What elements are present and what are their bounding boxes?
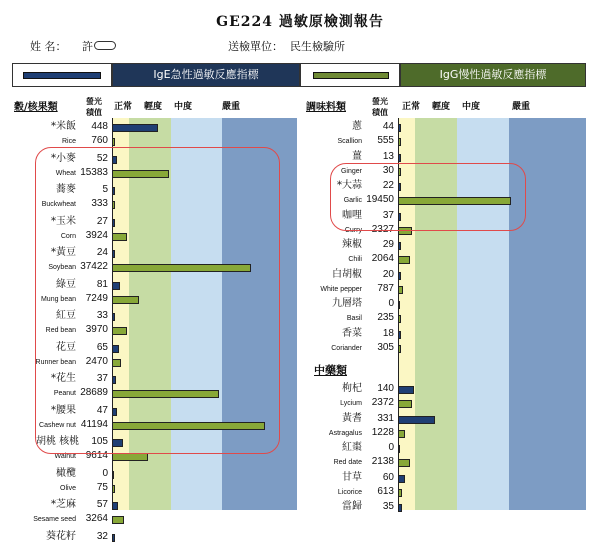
ige-bar — [112, 471, 114, 479]
igg-value: 3924 — [85, 229, 108, 241]
allergen-english-name: Ginger — [340, 167, 362, 175]
ige-value: 331 — [377, 412, 394, 424]
igg-value: 2064 — [371, 253, 394, 264]
igg-bar — [398, 345, 401, 353]
right-level-moderate: 中度 — [462, 102, 481, 112]
ige-value: 60 — [382, 471, 394, 483]
igg-value: 2327 — [371, 223, 394, 235]
ige-value: 0 — [388, 298, 394, 309]
ige-legend — [112, 63, 300, 87]
igg-value: 1228 — [371, 426, 394, 438]
ige-bar — [398, 475, 405, 483]
herb-section-title: 中藥類 — [314, 364, 347, 377]
allergen-english-name: White pepper — [320, 285, 362, 293]
allergen-name: *米飯 — [51, 121, 76, 132]
allergen-name: *玉米 — [51, 215, 76, 227]
igg-bar — [112, 516, 124, 524]
allergen-name: 蕎麥 — [56, 184, 76, 195]
ige-bar — [398, 504, 402, 512]
allergen-name: *芝麻 — [51, 499, 76, 510]
patient-name-value: 許 — [82, 40, 93, 53]
ige-value: 57 — [96, 499, 108, 510]
igg-value: 760 — [91, 135, 108, 146]
ige-bar — [398, 242, 401, 250]
allergen-name: 當歸 — [342, 501, 362, 512]
ige-value: 29 — [382, 239, 394, 250]
left-level-severe: 嚴重 — [222, 102, 241, 112]
ige-value: 20 — [382, 268, 394, 280]
allergen-name: *黃豆 — [51, 247, 76, 258]
ige-value: 47 — [96, 404, 108, 416]
allergen-english-name: Scallion — [337, 138, 362, 145]
right-level-mild: 輕度 — [432, 102, 451, 112]
allergen-english-name: Peanut — [53, 390, 76, 397]
igg-value: 7249 — [85, 292, 108, 304]
allergen-name: 花豆 — [56, 341, 76, 353]
igg-value: 787 — [377, 282, 394, 294]
igg-bar — [112, 453, 148, 461]
ige-value: 44 — [382, 121, 394, 132]
left-level-moderate: 中度 — [174, 102, 193, 112]
allergen-english-name: Runner bean — [35, 358, 76, 366]
allergen-name: 紅豆 — [56, 310, 76, 321]
ige-legend-swatch-box — [12, 63, 112, 87]
allergen-english-name: Curry — [344, 226, 362, 234]
highlight-oval-right — [330, 163, 526, 231]
allergen-english-name: Lycium — [340, 400, 362, 407]
ige-bar — [112, 534, 115, 542]
igg-value: 3970 — [85, 324, 108, 335]
ige-bar — [398, 331, 401, 339]
allergen-name: *小麥 — [51, 152, 76, 164]
allergen-name: 蔥 — [352, 121, 362, 132]
igg-value: 9614 — [85, 450, 108, 461]
report-title: GE224 過敏原檢測報告 — [216, 14, 384, 30]
igg-value: 75 — [96, 481, 108, 493]
allergen-english-name: Wheat — [55, 169, 76, 177]
allergen-english-name: Rice — [61, 138, 76, 145]
allergen-name: 橄欖 — [56, 467, 76, 479]
allergen-english-name: Cashew nut — [39, 421, 76, 429]
ige-value: 37 — [96, 373, 108, 384]
igg-value: 235 — [377, 312, 394, 323]
allergen-english-name: Red date — [333, 459, 362, 466]
igg-value: 28689 — [80, 387, 108, 398]
igg-bar — [112, 485, 115, 493]
igg-value: 333 — [91, 198, 108, 209]
igg-value: 30 — [382, 164, 394, 176]
highlight-oval-left — [35, 147, 280, 454]
allergen-english-name: Coriander — [331, 344, 362, 352]
igg-bar — [398, 315, 401, 323]
igg-legend-label: IgG慢性過敏反應指標 — [439, 68, 547, 81]
igg-bar — [398, 286, 403, 294]
ige-value: 52 — [96, 152, 108, 164]
ige-value: 37 — [382, 209, 394, 221]
igg-bar — [398, 400, 412, 408]
ige-bar — [398, 416, 435, 424]
igg-value: 305 — [377, 341, 394, 353]
igg-value: 19450 — [366, 194, 394, 205]
igg-legend-swatch-box — [300, 63, 400, 87]
allergen-name: 胡桃 核桃 — [36, 436, 80, 447]
allergen-english-name: Sesame seed — [33, 516, 76, 523]
allergen-name: 白胡椒 — [332, 268, 362, 280]
ige-value: 27 — [96, 215, 108, 227]
igg-value: 2138 — [371, 456, 394, 467]
ige-bar — [398, 272, 401, 280]
right-level-severe: 嚴重 — [512, 102, 531, 112]
igg-legend-swatch — [313, 72, 389, 79]
ige-value: 13 — [382, 150, 394, 162]
ige-value: 0 — [388, 442, 394, 453]
igg-bar — [398, 459, 410, 467]
allergen-english-name: Mung bean — [40, 295, 76, 303]
allergen-name: 薑 — [352, 150, 362, 162]
allergen-name: 紅棗 — [342, 442, 362, 453]
left-category: 穀/核果類 — [14, 102, 58, 113]
allergen-english-name: Soybean — [48, 264, 76, 271]
right-value-header: 螢光積值 — [372, 96, 388, 117]
allergen-name: 甘草 — [342, 471, 362, 483]
ige-value: 33 — [96, 310, 108, 321]
igg-bar — [112, 138, 115, 146]
right-category: 調味料類 — [306, 102, 346, 113]
ige-value: 24 — [96, 247, 108, 258]
allergen-name: *大蒜 — [337, 180, 362, 191]
allergen-name: *腰果 — [51, 404, 76, 416]
name-redaction — [94, 41, 116, 50]
ige-value: 65 — [96, 341, 108, 353]
ige-value: 32 — [96, 530, 108, 542]
igg-value: 15383 — [80, 166, 108, 178]
allergen-name: 葵花籽 — [46, 530, 76, 542]
ige-bar — [398, 301, 400, 309]
allergen-english-name: Buckwheat — [41, 201, 76, 208]
ige-legend-swatch — [23, 72, 101, 79]
allergen-english-name: Corn — [60, 232, 76, 240]
left-value-header: 螢光積值 — [86, 96, 102, 117]
allergen-name: 枸杞 — [342, 383, 362, 394]
ige-bar — [112, 502, 118, 510]
allergen-name: 黃耆 — [342, 412, 362, 424]
agency-value: 民生檢驗所 — [290, 40, 345, 53]
allergen-english-name: Chili — [348, 256, 362, 263]
allergen-english-name: Astragalus — [328, 429, 362, 437]
left-level-mild: 輕度 — [144, 102, 163, 112]
allergen-name: 咖哩 — [342, 209, 362, 221]
allergen-english-name: Red bean — [45, 327, 76, 334]
ige-value: 5 — [102, 184, 108, 195]
ige-value: 105 — [91, 436, 108, 447]
ige-bar — [398, 386, 414, 394]
ige-bar — [398, 124, 401, 132]
allergen-english-name: Licorice — [337, 488, 362, 496]
allergen-english-name: Walnut — [54, 453, 76, 460]
igg-bar — [398, 138, 401, 146]
igg-value: 613 — [377, 485, 394, 497]
igg-value: 2372 — [371, 397, 394, 408]
igg-value: 3264 — [85, 513, 108, 524]
left-level-normal: 正常 — [114, 102, 133, 112]
allergen-name: 香菜 — [342, 327, 362, 339]
ige-value: 0 — [102, 467, 108, 479]
allergen-name: *花生 — [51, 373, 76, 384]
allergen-name: 綠豆 — [56, 278, 76, 290]
allergen-english-name: Garlic — [343, 197, 362, 204]
ige-value: 448 — [91, 121, 108, 132]
ige-value: 18 — [382, 327, 394, 339]
ige-value: 22 — [382, 180, 394, 191]
igg-value: 37422 — [80, 261, 108, 272]
igg-bar — [398, 256, 410, 264]
allergen-name: 九層塔 — [332, 298, 362, 309]
ige-value: 35 — [382, 501, 394, 512]
patient-name-label: 姓 名： — [30, 40, 67, 53]
allergen-english-name: Olive — [60, 484, 76, 492]
allergen-name: 辣椒 — [342, 239, 362, 250]
igg-legend — [400, 63, 586, 87]
igg-bar — [398, 430, 405, 438]
right-level-normal: 正常 — [402, 102, 421, 112]
allergen-english-name: Basil — [346, 315, 362, 322]
ige-value: 81 — [96, 278, 108, 290]
agency-label: 送檢單位： — [228, 40, 283, 53]
ige-bar — [398, 154, 401, 162]
igg-value: 41194 — [80, 418, 108, 430]
ige-bar — [112, 124, 158, 132]
ige-legend-label: IgE急性過敏反應指標 — [153, 68, 259, 81]
igg-value: 555 — [377, 135, 394, 146]
igg-bar — [398, 489, 402, 497]
igg-value: 2470 — [85, 355, 108, 367]
ige-bar — [398, 445, 400, 453]
ige-value: 140 — [377, 383, 394, 394]
